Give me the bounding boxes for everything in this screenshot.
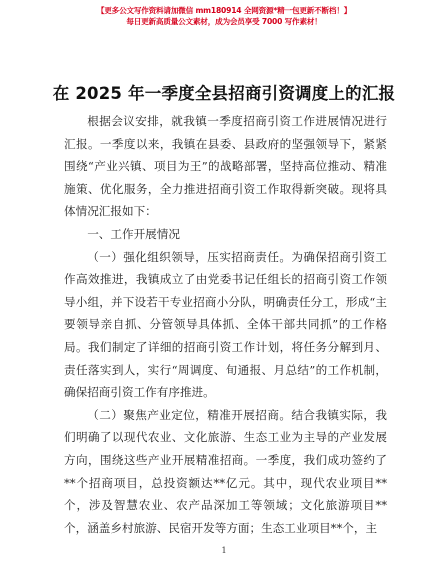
page-number: 1: [221, 546, 227, 555]
body-paragraph: （一）强化组织领导，压实招商责任。为确保招商引资工作高效推进，我镇成立了由党委书记任组长的招商引资工作领导小组，并下设若干专业招商小分队，明确责任分工，形成“主要领导亲自抓、分管领导具体抓、全体干部共同抓”的工作格局。我们制定了详细的招商引资工作计划，将任务分解到月、责任落实到人，实行“周调度、旬通报、月总结”的工作机制，确保招商引资工作有序推进。: [64, 249, 387, 400]
promo-banner: [0, 5, 448, 27]
section-heading: 一、工作开展情况: [87, 226, 180, 241]
promo-banner-line-2: 每日更新高质量公文素材，成为会员享受 7000 写作素材！: [126, 17, 322, 26]
promo-banner-line-1: 【更多公文写作资料请加微信 mm180914 全网资源*精一包更新不断档！】: [96, 6, 352, 15]
body-paragraph: （二）聚焦产业定位，精准开展招商。结合我镇实际，我们明确了以现代农业、文化旅游、生态工业为主导的产业发展方向，围绕这些产业开展精准招商。一季度，我们成功签约了**个招商项目，总投资额达**亿元。其中，现代农业项目**个，涉及智慧农业、农产品深加工等领域；文化旅游项目**个，涵盖乡村旅游、民宿开发等方面；生态工业项目**个，主: [64, 407, 387, 535]
document-body: [64, 110, 387, 539]
intro-paragraph: 根据会议安排，就我镇一季度招商引资工作进展情况进行汇报。一季度以来，我镇在县委、县政府的坚强领导下，紧紧围绕“产业兴镇、项目为王”的战略部署，坚持高位推动、精准施策、优化服务，全力推进招商引资工作取得新突破。现将具体情况汇报如下：: [64, 114, 387, 219]
document-title: 在 2025 年一季度全县招商引资调度上的汇报: [52, 84, 396, 103]
